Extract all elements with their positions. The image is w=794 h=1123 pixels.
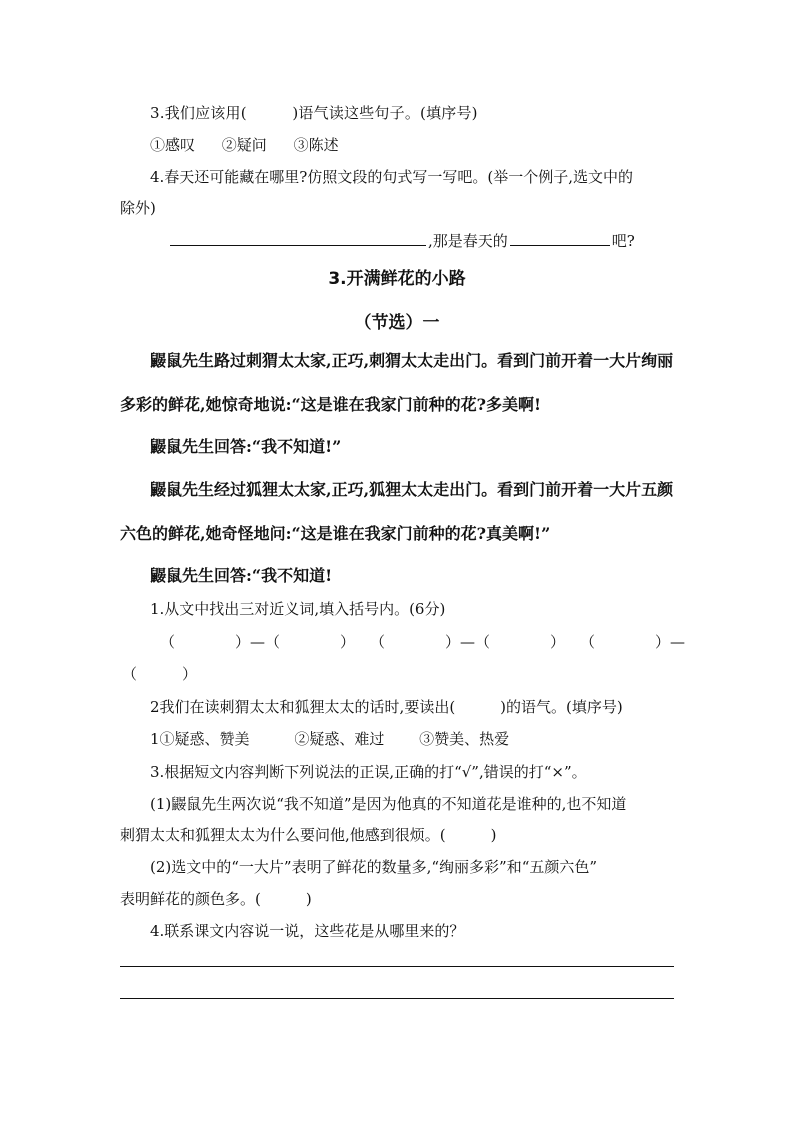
fill-sentence-end: 吧? <box>611 232 635 250</box>
question-3-judge: 3.根据短文内容判断下列说法的正误,正确的打“√”,错误的打“×”。 <box>150 763 587 781</box>
option-1: 1①疑惑、赞美 <box>150 730 250 748</box>
answer-line-1[interactable] <box>120 966 674 967</box>
option-1: ①感叹 <box>150 136 196 154</box>
answer-blank-1[interactable] <box>170 229 426 246</box>
question-4-line1: 4.春天还可能藏在哪里?仿照文段的句式写一写吧。(举一个例子,选文中的 <box>150 168 633 186</box>
question-3-tone: 3.我们应该用( )语气读这些句子。(填序号) <box>150 104 478 122</box>
passage-line: 鼹鼠先生回答:“我不知道! <box>150 566 333 585</box>
answer-line-2[interactable] <box>120 998 674 999</box>
question-2-options <box>150 728 710 750</box>
judge-item-1-line1: (1)鼹鼠先生两次说“我不知道”是因为他真的不知道花是谁种的,也不知道 <box>150 795 627 813</box>
passage-line: 六色的鲜花,她奇怪地问:“这是谁在我家门前种的花?真美啊!” <box>120 524 551 543</box>
judge-item-2-line1: (2)选文中的“一大片”表明了鲜花的数量多,“绚丽多彩”和“五颜六色” <box>150 858 598 876</box>
question-4-source: 4.联系课文内容说一说，这些花是从哪里来的？ <box>150 922 465 940</box>
synonym-brackets-row1[interactable]: （ ）—（ ） （ ）—（ ） （ ）— <box>160 633 686 651</box>
passage-line: 鼹鼠先生经过狐狸太太家,正巧,狐狸太太走出门。看到门前开着一大片五颜 <box>150 480 674 499</box>
fill-sentence-mid: ,那是春天的 <box>428 232 508 250</box>
answer-blank-2[interactable] <box>510 229 610 246</box>
synonym-brackets-row2[interactable]: （ ） <box>122 665 198 683</box>
passage-line: 鼹鼠先生回答:“我不知道!” <box>150 437 342 456</box>
option-2: ②疑问 <box>221 136 267 154</box>
passage-line: 多彩的鲜花,她惊奇地说:“这是谁在我家门前种的花?多美啊! <box>120 395 542 414</box>
fill-sentence <box>168 229 728 252</box>
passage-line: 鼹鼠先生路过刺猬太太家,正巧,刺猬太太走出门。看到门前开着一大片绚丽 <box>150 351 674 370</box>
question-2-tone: 2我们在读刺猬太太和狐狸太太的话时,要读出( )的语气。(填序号) <box>150 698 623 716</box>
question-3-options <box>150 134 710 156</box>
option-3: ③陈述 <box>293 136 339 154</box>
passage-subtitle: （节选）一 <box>354 313 440 333</box>
option-3: ③赞美、热爱 <box>419 730 510 748</box>
option-2: ②疑惑、难过 <box>294 730 385 748</box>
passage-title: 3.开满鲜花的小路 <box>328 269 466 289</box>
question-4-line2: 除外) <box>120 199 156 217</box>
question-1-synonyms: 1.从文中找出三对近义词,填入括号内。(6分) <box>150 600 446 618</box>
judge-item-1-line2: 刺猬太太和狐狸太太为什么要问他,他感到很烦。( ) <box>120 826 497 844</box>
judge-item-2-line2: 表明鲜花的颜色多。( ) <box>120 890 312 908</box>
